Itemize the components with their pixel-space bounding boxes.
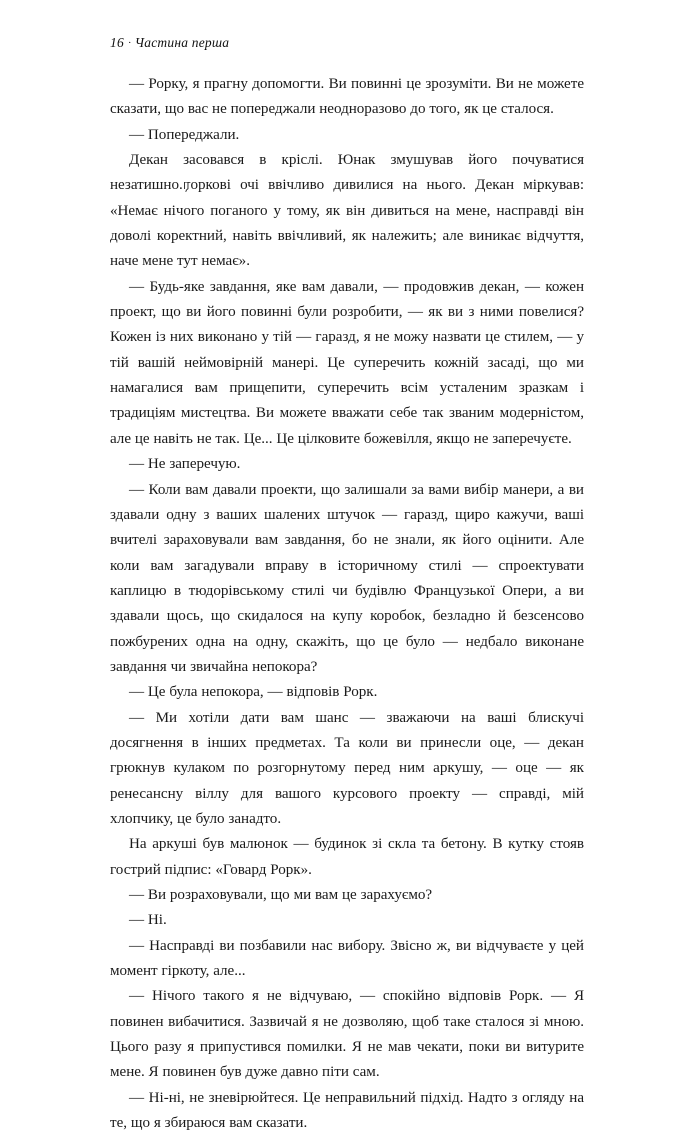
paragraph: — Не заперечую.: [129, 456, 241, 473]
paragraph: — Ні-ні, не зневірюйтеся. Це неправильний підхід. Надто з огляду на те, що я збираюся вам сказати.: [110, 1089, 584, 1132]
paragraph: — Ви розраховували, що ми вам це зарахуємо?: [129, 887, 433, 903]
paragraph: Декан засовався в кріслі. Юнак змушував його почуватися незатишно.ரорковi очі ввічливо дивилися на нього. Декан міркував: «Немає нічого поганого у тому, як він дивиться на мене, насправді він доволі коректний, навіть ввічливий, як належить; але виникає відчуття, наче мене тут немає».: [110, 152, 584, 270]
running-header: [110, 35, 229, 51]
paragraph: — Коли вам давали проекти, що залишали за вами вибір манери, а ви здавали одну з ваших шалених штучок — гаразд, щиро кажучи, ваші вчителі зараховували вам завдання, бо не знали, як його оцінити. Але коли вам загадували вправу в історичному стилі — спроектувати каплицю в тюдорівському стилі чи будівлю Французької Опери, а ви здавали щось, що скидалося на купу коробок, безладно й безсенсово пожбурених одна на одну, скажіть, що це було — недбало виконане завдання чи звичайна непокора?: [110, 481, 584, 675]
paragraph: — Ні.: [129, 912, 167, 929]
chapter-title: Частина перша: [134, 35, 230, 50]
paragraph: — Будь-яке завдання, яке вам давали, — продовжив декан, — кожен проект, що ви його повинні були розробити, — як ви з ними повелися? Кожен із них виконано у тій — гаразд, я не можу назвати це стилем, — у тій вашій неймовірній манері. Це суперечить кожній засаді, що ми намагалися вам прищепити, суперечить всім усталеним зразкам і традиціям мистецтва. Ви можете вважати себе так званим модерністом, але це навіть не так. Це... Це цілковите божевілля, якщо не заперечуєте.: [110, 278, 584, 447]
paragraph: — Нічого такого я не відчуваю, — спокійно відповів Рорк. — Я повинен вибачитися. Зазвичай я не дозволяю, щоб таке сталося зі мною. Цього разу я припустився помилки. Я не мав чекати, поки ви витурите мене. Я повинен був дуже давно піти сам.: [110, 988, 584, 1081]
paragraph: — Ми хотіли дати вам шанс — зважаючи на ваші блискучі досягнення в інших предметах. Та коли ви принесли оце, — декан грюкнув кулаком по розгорнутому перед ним аркушу, — оце — як ренесансну віллу для вашого курсового проекту — справді, мій хлопчику, це було занадто.: [110, 709, 584, 827]
body-text-block: [110, 72, 584, 1136]
page-number: 16: [110, 35, 124, 50]
paragraph: — Це була непокора, — відповів Рорк.: [129, 684, 378, 701]
header-separator: ·: [127, 37, 132, 49]
paragraph: На аркуші був малюнок — будинок зі скла та бетону. В кутку стояв гострий підпис: «Говард Рорк».: [110, 836, 584, 878]
paragraph: — Насправді ви позбавили нас вибору. Звісно ж, ви відчуваєте у цей момент гіркоту, але...: [110, 937, 584, 980]
paragraph: — Попереджали.: [129, 126, 240, 143]
paragraph: — Рорку, я прагну допомогти. Ви повинні це зрозуміти. Ви не можете сказати, що вас не попереджали неодноразово до того, як це сталося.: [110, 76, 584, 118]
